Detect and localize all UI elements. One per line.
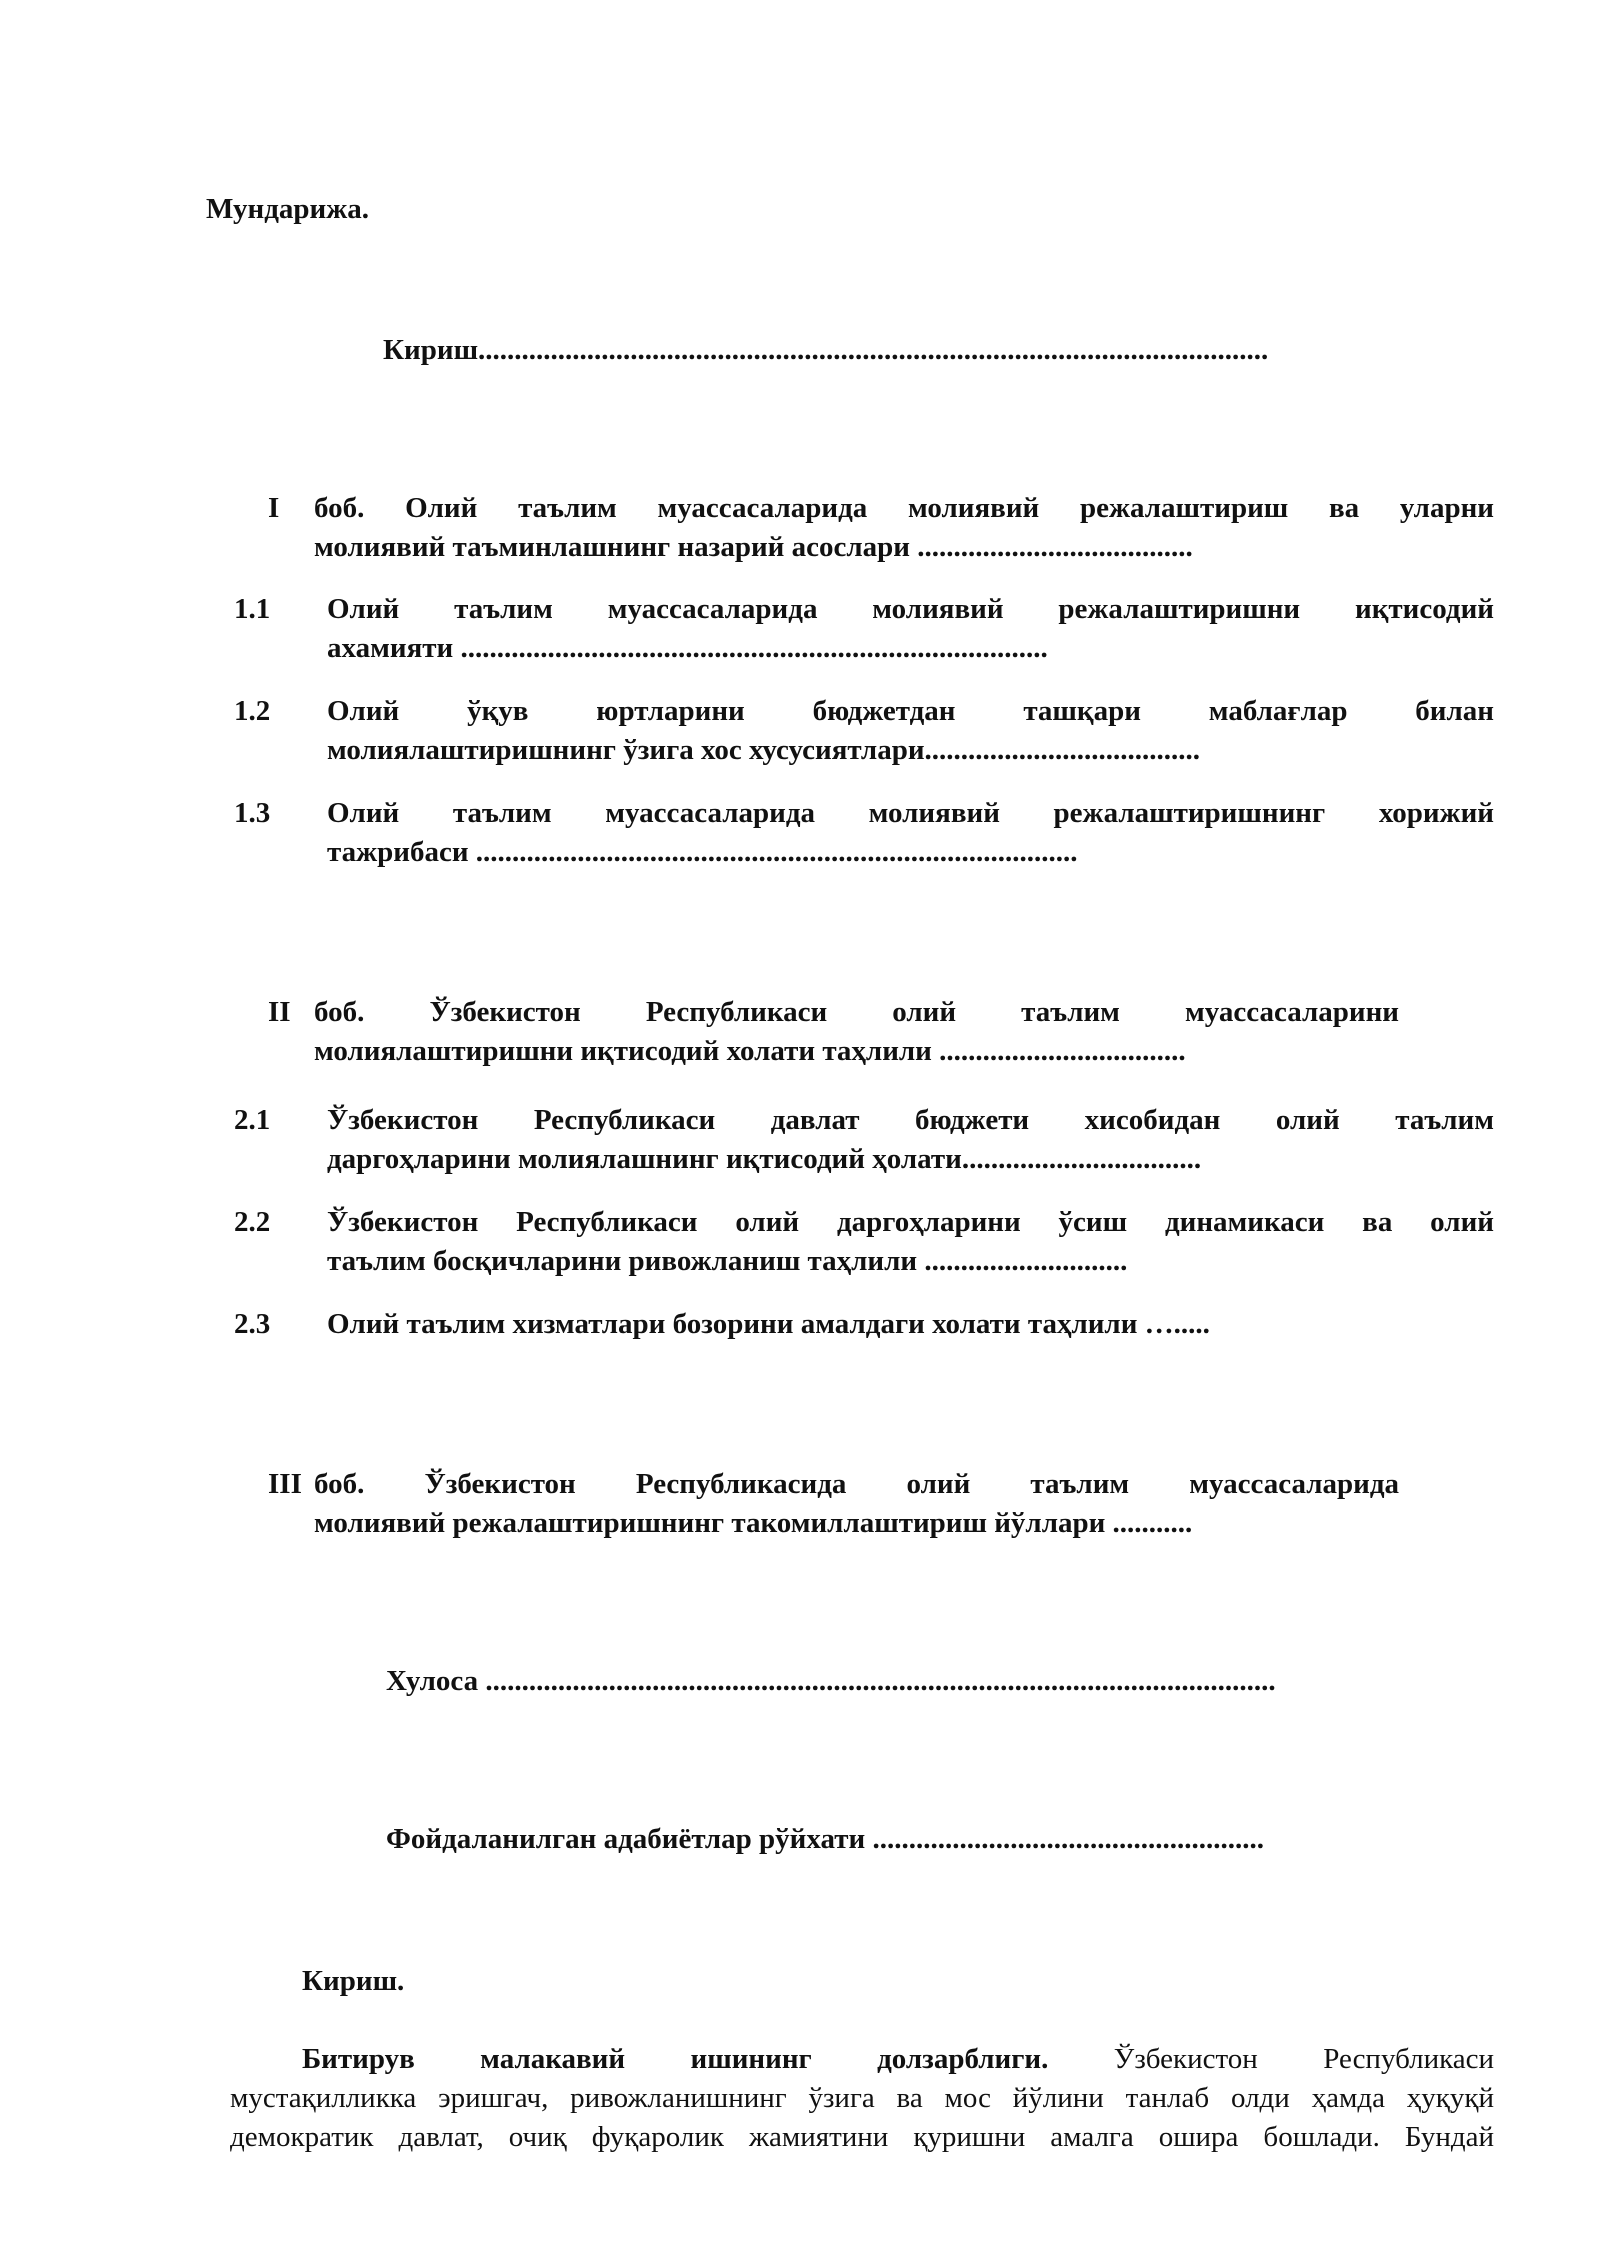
toc-chapter3-label: III: [268, 1468, 302, 1500]
toc-entry-conclusion: Хулоса .............................................................................................................: [386, 1665, 1276, 1697]
toc-chapter1-label: I: [268, 492, 280, 524]
toc-section-2-1-line2: даргоҳларини молиялашнинг иқтисодий ҳолати.................................: [327, 1143, 1202, 1175]
toc-chapter1-line1: боб. Олий таълим муассасаларида молиявий режалаштириш ва уларни: [314, 492, 1494, 524]
toc-entry-intro: Кириш.............................................................................................................: [383, 334, 1269, 366]
intro-paragraph-line2: мустақилликка эришгач, ривожланишнинг ўзига ва мос йўлини танлаб олди ҳамда ҳуқуқй: [230, 2082, 1494, 2114]
intro-heading: Кириш.: [302, 1965, 405, 1997]
intro-paragraph-line3: демократик давлат, очиқ фуқаролик жамиятини қуришни амалга ошира бошлади. Бундай: [230, 2121, 1494, 2153]
toc-heading: Мундарижа.: [206, 193, 369, 225]
toc-chapter3-line1: боб. Ўзбекистон Республикасида олий таълим муассасаларида: [314, 1468, 1399, 1500]
toc-chapter3-title: [314, 1465, 1399, 1543]
toc-section-1-1: [327, 590, 1494, 668]
toc-chapter1-line2: молиявий таъминлашнинг назарий асослари ......................................: [314, 531, 1193, 563]
toc-chapter3-line2: молиявий режалаштиришнинг такомиллаштириш йўллари ...........: [314, 1507, 1193, 1539]
toc-section-number: 2.2: [234, 1206, 271, 1238]
toc-section-number: 2.1: [234, 1104, 271, 1136]
toc-section-number: 2.3: [234, 1308, 271, 1340]
toc-section-1-2-line2: молиялаштиришнинг ўзига хос хусусиятлари......................................: [327, 734, 1201, 766]
toc-section-1-2-line1: Олий ўқув юртларини бюджетдан ташқари маблағлар билан: [327, 695, 1494, 727]
toc-section-1-3-line2: тажрибаси ...................................................................................: [327, 836, 1078, 868]
intro-line1-rest: Ўзбекистон Республикаси: [1113, 2043, 1495, 2075]
toc-section-1-1-line2: ахамияти .................................................................................: [327, 632, 1048, 664]
toc-chapter1-title: [314, 489, 1494, 567]
toc-section-2-2-line2: таълим босқичларини ривожланиш таҳлили ............................: [327, 1245, 1128, 1277]
toc-chapter2-label: II: [268, 996, 291, 1028]
toc-section-number: 1.3: [234, 797, 271, 829]
toc-section-2-1: [327, 1101, 1494, 1179]
toc-chapter2-line2: молиялаштиришни иқтисодий холати таҳлили ..................................: [314, 1035, 1186, 1067]
toc-section-2-1-line1: Ўзбекистон Республикаси давлат бюджети хисобидан олий таълим: [327, 1104, 1494, 1136]
toc-section-number: 1.1: [234, 593, 271, 625]
toc-section-2-2: [327, 1203, 1494, 1281]
toc-section-2-2-line1: Ўзбекистон Республикаси олий даргоҳларини ўсиш динамикаси ва олий: [327, 1206, 1494, 1238]
toc-section-1-3: [327, 794, 1494, 872]
toc-section-1-3-line1: Олий таълим муассасаларида молиявий режалаштиришнинг хорижий: [327, 797, 1494, 829]
toc-section-1-1-line1: Олий таълим муассасаларида молиявий режалаштиришни иқтисодий: [327, 593, 1494, 625]
toc-section-1-2: [327, 692, 1494, 770]
toc-chapter2-title: [314, 993, 1399, 1071]
intro-paragraph-line1: [230, 2040, 1494, 2079]
toc-section-2-3: Олий таълим хизматлари бозорини амалдаги холати таҳлили ….....: [327, 1308, 1210, 1340]
toc-chapter2-line1: боб. Ўзбекистон Республикаси олий таълим муассасаларини: [314, 996, 1399, 1028]
intro-lead: Битирув малакавий ишининг долзарблиги.: [302, 2043, 1049, 2075]
toc-section-number: 1.2: [234, 695, 271, 727]
intro-paragraph: [230, 2040, 1494, 2157]
toc-entry-references: Фойдаланилган адабиётлар рўйхати ......................................................: [386, 1823, 1264, 1855]
